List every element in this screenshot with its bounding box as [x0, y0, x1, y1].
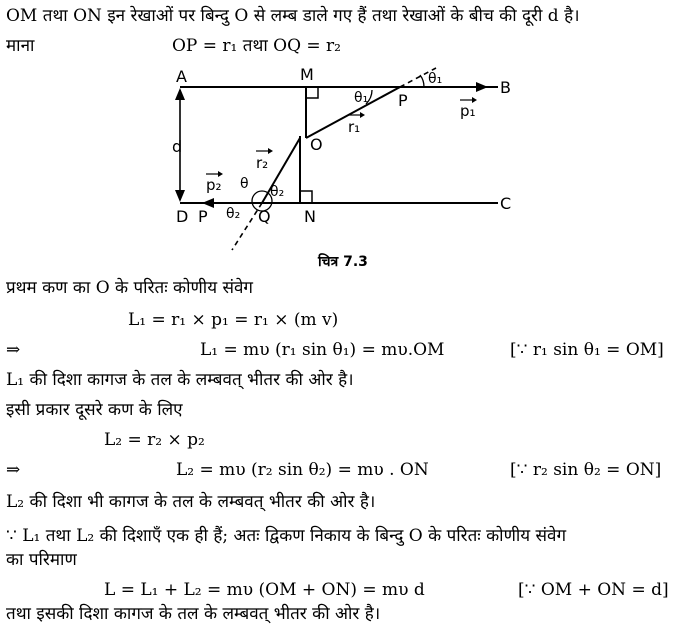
label-theta1-a: θ₁: [354, 90, 369, 106]
angular-momentum-first-heading: प्रथम कण का O के परितः कोणीय संवेग: [6, 278, 253, 298]
intro-line: OM तथा ON इन रेखाओं पर बिन्दु O से लम्ब डाले गए हैं तथा रेखाओं के बीच की दूरी d है।: [6, 6, 580, 26]
position-vectors-eq: OP = r₁ तथा OQ = r₂: [172, 36, 341, 56]
l2-reason: [∵ r₂ sin θ₂ = ON]: [510, 460, 662, 480]
right-angle-m: [306, 87, 318, 98]
l1-vector-eq: L₁ = r₁ × p₁ = r₁ × (m v): [128, 310, 339, 330]
label-b: B: [500, 78, 511, 97]
label-p2: p₂: [206, 176, 222, 194]
l1-reason: [∵ r₁ sin θ₁ = OM]: [510, 340, 664, 360]
label-theta2-b: θ₂: [226, 206, 241, 222]
right-angle-n: [300, 191, 312, 203]
same-direction-line: ∵ L₁ तथा L₂ की दिशाएँ एक ही हैं; अतः द्विकण निकाय के बिन्दु O के परितः कोणीय संवेग: [6, 526, 567, 546]
l1-direction-line: L₁ की दिशा कागज के तल के लम्बवत् भीतर की ओर है।: [6, 370, 354, 390]
l1-magnitude-eq: L₁ = mυ (r₁ sin θ₁) = mυ.OM: [200, 340, 445, 360]
label-d-distance: d: [172, 137, 183, 156]
label-p1: p₁: [460, 102, 476, 120]
total-l-eq: L = L₁ + L₂ = mυ (OM + ON) = mυ d: [104, 580, 425, 600]
label-theta: θ: [240, 176, 249, 192]
label-n: N: [304, 207, 316, 226]
label-o: O: [310, 135, 323, 154]
label-theta2-a: θ₂: [270, 184, 285, 200]
implies-symbol-1: ⇒: [6, 340, 21, 360]
mana-label: माना: [6, 36, 35, 56]
label-r1: r₁: [348, 118, 361, 136]
label-d: D: [176, 207, 189, 226]
label-r2: r₂: [256, 154, 269, 172]
l2-vector-eq: L₂ = r₂ × p₂: [104, 430, 205, 450]
label-p-top: P: [398, 91, 408, 110]
label-m: M: [300, 65, 314, 84]
figure-7-3: [0, 60, 680, 252]
total-direction-line: तथा इसकी दिशा कागज के तल के लम्बवत् भीतर की ओर है।: [6, 604, 381, 624]
second-particle-line: इसी प्रकार दूसरे कण के लिए: [6, 400, 183, 420]
label-p-bottom: P: [198, 207, 208, 226]
label-a: A: [176, 67, 187, 86]
arrow-b: [476, 82, 488, 92]
magnitude-label: का परिमाण: [6, 550, 77, 570]
label-q: Q: [258, 207, 271, 226]
implies-symbol-2: ⇒: [6, 460, 21, 480]
figure-caption: चित्र 7.3: [318, 254, 368, 270]
label-c: C: [500, 194, 512, 213]
label-theta1-b: θ₁: [428, 71, 443, 87]
l2-magnitude-eq: L₂ = mυ (r₂ sin θ₂) = mυ . ON: [176, 460, 429, 480]
total-l-reason: [∵ OM + ON = d]: [518, 580, 669, 600]
l2-direction-line: L₂ की दिशा भी कागज के तल के लम्बवत् भीतर की ओर है।: [6, 492, 376, 512]
